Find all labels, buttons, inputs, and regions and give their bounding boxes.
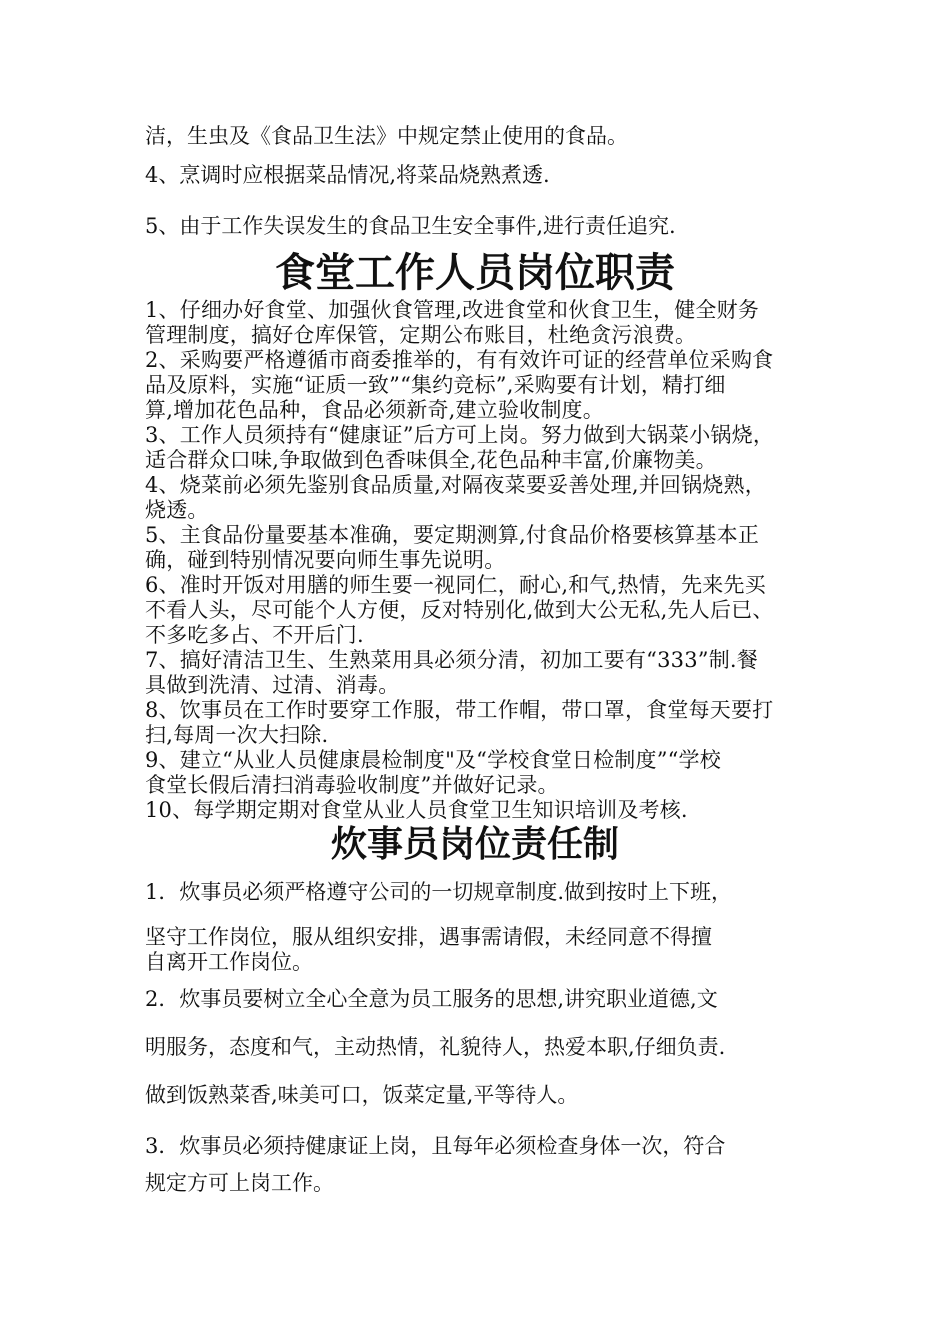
paragraph-line: 烧透。 bbox=[145, 498, 209, 522]
paragraph-line: 7、搞好清洁卫生、生熟菜用具必须分清，初加工要有“333”制.餐 bbox=[145, 648, 758, 672]
paragraph-line: 管理制度，搞好仓库保管，定期公布账目，杜绝贪污浪费。 bbox=[145, 323, 697, 347]
paragraph-line: 坚守工作岗位，服从组织安排，遇事需请假，未经同意不得擅 bbox=[145, 925, 712, 949]
paragraph-line: 2．炊事员要树立全心全意为员工服务的思想,讲究职业道德,文 bbox=[145, 987, 718, 1011]
paragraph-line: 3、工作人员须持有“健康证”后方可上岗。努力做到大锅菜小锅烧， bbox=[145, 423, 775, 447]
paragraph-line: 规定方可上岗工作。 bbox=[145, 1171, 334, 1195]
paragraph-line: 10、每学期定期对食堂从业人员食堂卫生知识培训及考核. bbox=[145, 798, 688, 822]
paragraph-line: 5、由于工作失误发生的食品卫生安全事件,进行责任追究. bbox=[145, 214, 676, 238]
paragraph-line: 适合群众口味,争取做到色香味俱全,花色品种丰富,价廉物美。 bbox=[145, 448, 717, 472]
section-title: 食堂工作人员岗位职责 bbox=[275, 250, 675, 296]
paragraph-line: 扫,每周一次大扫除. bbox=[145, 723, 329, 747]
paragraph-line: 做到饭熟菜香,味美可口，饭菜定量,平等待人。 bbox=[145, 1083, 579, 1107]
paragraph-line: 8、饮事员在工作时要穿工作服，带工作帽，带口罩，食堂每天要打 bbox=[145, 698, 774, 722]
paragraph-line: 2、采购要严格遵循市商委推举的，有有效许可证的经营单位采购食 bbox=[145, 348, 774, 372]
paragraph-line: 9、建立“从业人员健康晨检制度"及“学校食堂日检制度”“学校 bbox=[145, 748, 721, 772]
paragraph-line: 1．炊事员必须严格遵守公司的一切规章制度.做到按时上下班， bbox=[145, 880, 733, 904]
paragraph-line: 明服务，态度和气，主动热情，礼貌待人，热爱本职,仔细负责. bbox=[145, 1035, 726, 1059]
paragraph-line: 品及原料，实施“证质一致”“集约竞标”,采购要有计划，精打细 bbox=[145, 373, 726, 397]
paragraph-line: 食堂长假后清扫消毒验收制度”并做好记录。 bbox=[145, 773, 559, 797]
paragraph-line: 自离开工作岗位。 bbox=[145, 950, 313, 974]
paragraph-line: 1、仔细办好食堂、加强伙食管理,改进食堂和伙食卫生，健全财务 bbox=[145, 298, 760, 322]
paragraph-line: 5、主食品份量要基本准确，要定期测算,付食品价格要核算基本正 bbox=[145, 523, 760, 547]
paragraph-line: 确，碰到特别情况要向师生事先说明。 bbox=[145, 548, 506, 572]
section-title: 炊事员岗位责任制 bbox=[330, 824, 619, 865]
paragraph-line: 算,增加花色品种，食品必须新奇,建立验收制度。 bbox=[145, 398, 604, 422]
paragraph-line: 洁，生虫及《食品卫生法》中规定禁止使用的食品。 bbox=[145, 124, 628, 148]
paragraph-line: 具做到洗清、过清、消毒。 bbox=[145, 673, 400, 697]
paragraph-line: 3．炊事员必须持健康证上岗，且每年必须检查身体一次，符合 bbox=[145, 1134, 726, 1158]
paragraph-line: 6、准时开饭对用膳的师生要一视同仁，耐心,和气,热情，先来先买 bbox=[145, 573, 766, 597]
paragraph-line: 4、烧菜前必须先鉴别食品质量,对隔夜菜要妥善处理,并回锅烧熟， bbox=[145, 473, 766, 497]
paragraph-line: 4、烹调时应根据菜品情况,将菜品烧熟煮透. bbox=[145, 163, 550, 187]
paragraph-line: 不看人头，尽可能个人方便，反对特别化,做到大公无私,先人后已、 bbox=[145, 598, 774, 622]
paragraph-line: 不多吃多占、不开后门. bbox=[145, 623, 364, 647]
